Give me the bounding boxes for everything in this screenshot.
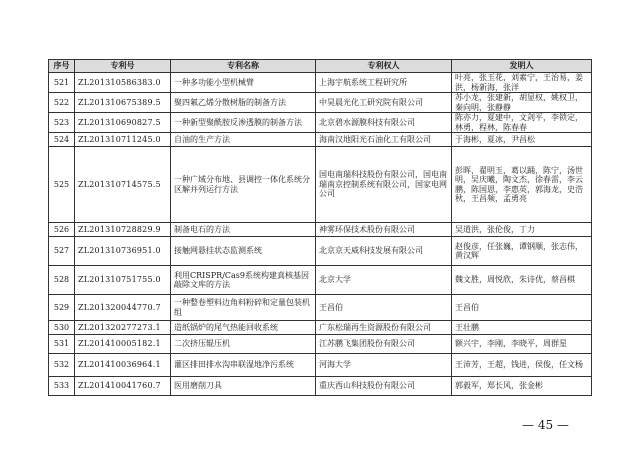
cell-patent-holder: 北京大学 [316,266,452,295]
cell-inventors: 魏文胜，周悦欣，朱诗优，蔡昌棋 [452,266,592,295]
cell-inventors: 陈亦力，夏建中，文剑平，李锁定，林勇，程林，陈春春 [452,113,592,133]
cell-serial: 530 [49,321,75,335]
cell-patent-number: ZL201320277273.1 [75,321,171,335]
cell-inventors: 苏小龙，张建新，胡显权，姚权卫，秦向明，张静静 [452,93,592,113]
header-inventors: 发明人 [452,60,592,73]
cell-patent-number: ZL201310728829.9 [75,223,171,237]
cell-patent-number: ZL201410036964.1 [75,354,171,377]
cell-patent-holder: 神雾环保技术股份有限公司 [316,223,452,237]
cell-patent-name: 一种整卷塑料边角料粉碎和定量包装机组 [171,295,316,321]
table-row [49,113,592,133]
cell-patent-name: 一种广域分布地、县调控一体化系统分区解并列运行方法 [171,147,316,223]
cell-inventors: 王沛芳，王超，钱进，侯俊，任文杨 [452,354,592,377]
table-row [49,354,592,377]
cell-patent-holder: 国电南瑞科技股份有限公司，国电南瑞南京控制系统有限公司，国家电网公司 [316,147,452,223]
cell-inventors: 叶亮，张玉花，刘素宁，王治易，姜洪，杨新海，张洋 [452,73,592,93]
cell-patent-holder: 北京京天威科技发展有限公司 [316,237,452,266]
cell-serial: 525 [49,147,75,223]
patent-table [48,59,592,396]
cell-patent-number: ZL201410041760.7 [75,377,171,396]
cell-inventors: 赵俊彦，任张巍，谭钢顺，张志伟，黄汉辉 [452,237,592,266]
cell-patent-number: ZL201410005182.1 [75,335,171,354]
cell-serial: 527 [49,237,75,266]
cell-serial: 522 [49,93,75,113]
cell-patent-name: 医用磨削刀具 [171,377,316,396]
cell-patent-number: ZL201310675389.5 [75,93,171,113]
cell-serial: 532 [49,354,75,377]
cell-serial: 524 [49,133,75,147]
table-row [49,321,592,335]
table-row [49,237,592,266]
table-row [49,223,592,237]
cell-inventors: 郭毅军，郑长风，张金彬 [452,377,592,396]
header-serial: 序号 [49,60,75,73]
cell-inventors: 王昌伯 [452,295,592,321]
cell-patent-number: ZL201310714575.5 [75,147,171,223]
cell-patent-holder: 王昌伯 [316,295,452,321]
cell-patent-number: ZL201310736951.0 [75,237,171,266]
cell-patent-number: ZL201310586383.0 [75,73,171,93]
table-row [49,147,592,223]
header-patent-holder: 专利权人 [316,60,452,73]
cell-patent-holder: 重庆西山科技股份有限公司 [316,377,452,396]
cell-serial: 529 [49,295,75,321]
cell-patent-number: ZL201320044770.7 [75,295,171,321]
cell-patent-number: ZL201310690827.5 [75,113,171,133]
cell-patent-name: 利用CRISPR/Cas9系统构建真核基因敲除文库的方法 [171,266,316,295]
cell-inventors: 于海彬，夏冰，尹昌松 [452,133,592,147]
table-row [49,266,592,295]
cell-patent-name: 自油的生产方法 [171,133,316,147]
cell-serial: 528 [49,266,75,295]
cell-patent-holder: 广东松瑞再生资源股份有限公司 [316,321,452,335]
table-header-row [49,60,592,73]
cell-patent-holder: 上海宇航系统工程研究所 [316,73,452,93]
cell-patent-name: 一种新型聚酰胺反渗透膜的制备方法 [171,113,316,133]
cell-serial: 526 [49,223,75,237]
table-row [49,133,592,147]
cell-serial: 521 [49,73,75,93]
cell-patent-holder: 河海大学 [316,354,452,377]
table-row [49,295,592,321]
cell-patent-name: 二次挤压辊压机 [171,335,316,354]
cell-patent-number: ZL201310711245.0 [75,133,171,147]
cell-serial: 533 [49,377,75,396]
cell-inventors: 彭晖，翟明玉，葛以踊，陈宁，汤世明，吴庆曦，陶文杰，徐春雷，李云鹏，陈国恩，李惠英，郭海龙，史浩秋，王昌频，孟勇亮 [452,147,592,223]
table-row [49,93,592,113]
cell-serial: 523 [49,113,75,133]
table-row [49,73,592,93]
table-row [49,377,592,396]
cell-patent-holder: 江苏鹏飞集团股份有限公司 [316,335,452,354]
cell-patent-name: 接触网悬挂状态监测系统 [171,237,316,266]
cell-serial: 531 [49,335,75,354]
cell-inventors: 王壮鹏 [452,321,592,335]
cell-patent-holder: 北京碧水源膜科技有限公司 [316,113,452,133]
page-number: — 45 — [522,418,569,432]
cell-inventors: 额兴宇，李刚，李晓平，周群星 [452,335,592,354]
header-patent-number: 专利号 [75,60,171,73]
cell-inventors: 吴道洪，张伦俊，丁力 [452,223,592,237]
cell-patent-number: ZL201310751755.0 [75,266,171,295]
cell-patent-name: 制备电石的方法 [171,223,316,237]
cell-patent-name: 造纸锅炉的尾气热能回收系统 [171,321,316,335]
cell-patent-name: 聚四氟乙烯分散树脂的制备方法 [171,93,316,113]
cell-patent-holder: 中昊晨光化工研究院有限公司 [316,93,452,113]
cell-patent-name: 灌区排田排水沟串联湿地净污系统 [171,354,316,377]
cell-patent-name: 一种多功能小型机械臂 [171,73,316,93]
table-row [49,335,592,354]
header-patent-name: 专利名称 [171,60,316,73]
cell-patent-holder: 海南汉地阳光石油化工有限公司 [316,133,452,147]
